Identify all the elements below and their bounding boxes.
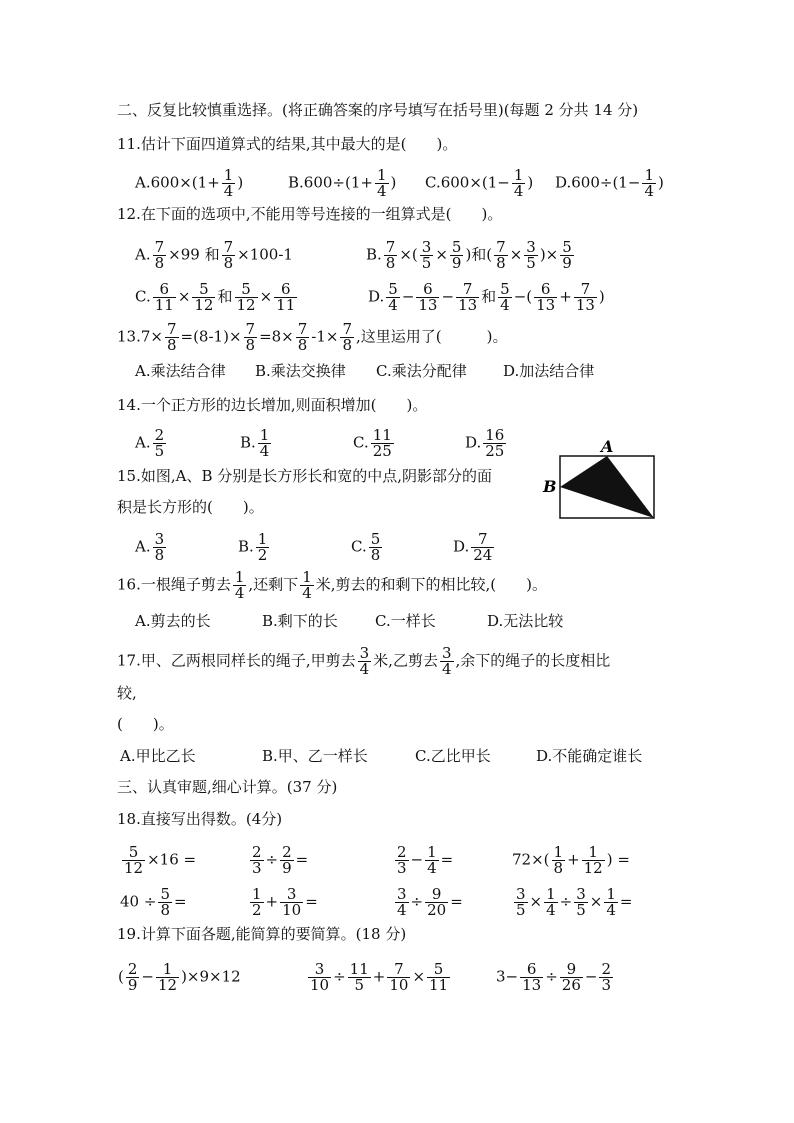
q16-option-c: C.一样长 xyxy=(375,612,436,630)
q13-option-d: D.加法结合律 xyxy=(503,362,595,380)
q15-stem-line2: 积是长方形的( )。 xyxy=(117,498,264,516)
q13-option-b: B.乘法交换律 xyxy=(255,362,346,380)
q13-option-c: C.乘法分配律 xyxy=(376,362,467,380)
q12-option-c: C. $\frac{6}{11}$ × $\frac{5}{12}$ 和 $\frac{5}{12}$ × $\frac{6}{11}$ xyxy=(135,280,296,314)
q16-option-a: A.剪去的长 xyxy=(135,612,211,630)
q14-option-b: B. $\frac{1}{4}$ xyxy=(240,426,270,460)
q16-option-b: B.剩下的长 xyxy=(262,612,338,630)
q18-problem-8: $\frac{3}{5}$ × $\frac{1}{4}$ ÷ $\frac{3}{5}$ × $\frac{1}{4}$ = xyxy=(516,885,633,919)
q11-option-c: C.600×(1− $\frac{1}{4}$ ) xyxy=(425,166,534,200)
q19-expression-3: 3− $\frac{6}{13}$ ÷ $\frac{9}{26}$ − $\frac{2}{3}$ xyxy=(496,960,612,994)
q18-problem-3: $\frac{2}{3}$ − $\frac{1}{4}$ = xyxy=(397,843,454,877)
q19-stem: 19.计算下面各题,能简算的要简算。(18 分) xyxy=(117,925,407,943)
q17-option-c: C.乙比甲长 xyxy=(415,747,491,765)
q18-problem-2: $\frac{2}{3}$ ÷ $\frac{2}{9}$ = xyxy=(252,843,309,877)
q12-stem: 12.在下面的选项中,不能用等号连接的一组算式是( )。 xyxy=(117,205,503,223)
q15-stem-line1: 15.如图,A、B 分别是长方形长和宽的中点,阴影部分的面 xyxy=(117,467,493,485)
q15-option-b: B. $\frac{1}{2}$ xyxy=(238,530,268,564)
q16-option-d: D.无法比较 xyxy=(487,612,564,630)
q14-option-d: D. $\frac{16}{25}$ xyxy=(465,426,505,460)
q17-option-d: D.不能确定谁长 xyxy=(536,747,643,765)
q18-problem-7: $\frac{3}{4}$ ÷ $\frac{9}{20}$ = xyxy=(397,885,463,919)
q17-option-b: B.甲、乙一样长 xyxy=(262,747,368,765)
q19-expression-1: ( $\frac{2}{9}$ − $\frac{1}{12}$ )×9×12 xyxy=(118,960,241,994)
q12-option-a: A. $\frac{7}{8}$ ×99 和 $\frac{7}{8}$ ×100-1 xyxy=(135,238,293,272)
q11-stem: 11.估计下面四道算式的结果,其中最大的是( )。 xyxy=(117,135,458,153)
shaded-triangle xyxy=(560,456,654,518)
q15-option-d: D. $\frac{7}{24}$ xyxy=(453,530,493,564)
q14-option-a: A. $\frac{2}{5}$ xyxy=(135,426,165,460)
label-a: A xyxy=(601,437,614,456)
q17-stem: 17.甲、乙两根同样长的绳子,甲剪去 $\frac{3}{4}$ 米,乙剪去 $\frac{3}{4}$ ,余下的绳子的长度相比 xyxy=(117,644,611,678)
q17-answer-blank: ( )。 xyxy=(117,715,174,733)
q17-stem-line2: 较, xyxy=(117,684,137,702)
q18-problem-1: $\frac{5}{12}$ ×16 = xyxy=(124,843,197,877)
label-b: B xyxy=(543,477,557,496)
q11-option-d: D.600÷(1− $\frac{1}{4}$ ) xyxy=(555,166,664,200)
q13-stem: 13.7× $\frac{7}{8}$ =(8-1)× $\frac{7}{8}$ =8× $\frac{7}{8}$ -1× $\frac{7}{8}$ ,这里运用了( )。 xyxy=(117,320,508,354)
q18-problem-4: 72×( $\frac{1}{8}$ + $\frac{1}{12}$ ) = xyxy=(512,843,630,877)
q11-option-b: B.600÷(1+ $\frac{1}{4}$ ) xyxy=(288,166,397,200)
q18-problem-5: 40 ÷ $\frac{5}{8}$ = xyxy=(120,885,187,919)
q14-stem: 14.一个正方形的边长增加,则面积增加( )。 xyxy=(117,396,428,414)
q12-option-b: B. $\frac{7}{8}$ ×( $\frac{3}{5}$ × $\frac{5}{9}$ )和( $\frac{7}{8}$ × $\frac{3}{5}$ )× $\frac{5}{9}$ xyxy=(366,238,572,272)
q19-expression-2: $\frac{3}{10}$ ÷ $\frac{11}{5}$ + $\frac{7}{10}$ × $\frac{5}{11}$ xyxy=(310,960,449,994)
q18-problem-6: $\frac{1}{2}$ + $\frac{3}{10}$ = xyxy=(252,885,318,919)
q12-option-d: D. $\frac{5}{4}$ − $\frac{6}{13}$ − $\frac{7}{13}$ 和 $\frac{5}{4}$ −( $\frac{6}{13}$ + $\frac{7}{13}$ ) xyxy=(368,280,605,314)
rectangle-figure xyxy=(540,436,660,522)
q18-stem: 18.直接写出得数。(4分) xyxy=(117,810,283,828)
section-3-header: 三、认真审题,细心计算。(37 分) xyxy=(117,778,338,796)
q14-option-c: C. $\frac{11}{25}$ xyxy=(353,426,392,460)
q17-option-a: A.甲比乙长 xyxy=(120,747,196,765)
q15-option-c: C. $\frac{5}{8}$ xyxy=(351,530,381,564)
q13-option-a: A.乘法结合律 xyxy=(135,362,226,380)
q16-stem: 16.一根绳子剪去 $\frac{1}{4}$ ,还剩下 $\frac{1}{4}$ 米,剪去的和剩下的相比较,( )。 xyxy=(117,568,547,602)
q15-option-a: A. $\frac{3}{8}$ xyxy=(135,530,165,564)
q11-option-a: A.600×(1+ $\frac{1}{4}$ ) xyxy=(135,166,244,200)
section-2-header: 二、反复比较慎重选择。(将正确答案的序号填写在括号里)(每题 2 分共 14 分) xyxy=(117,101,639,119)
